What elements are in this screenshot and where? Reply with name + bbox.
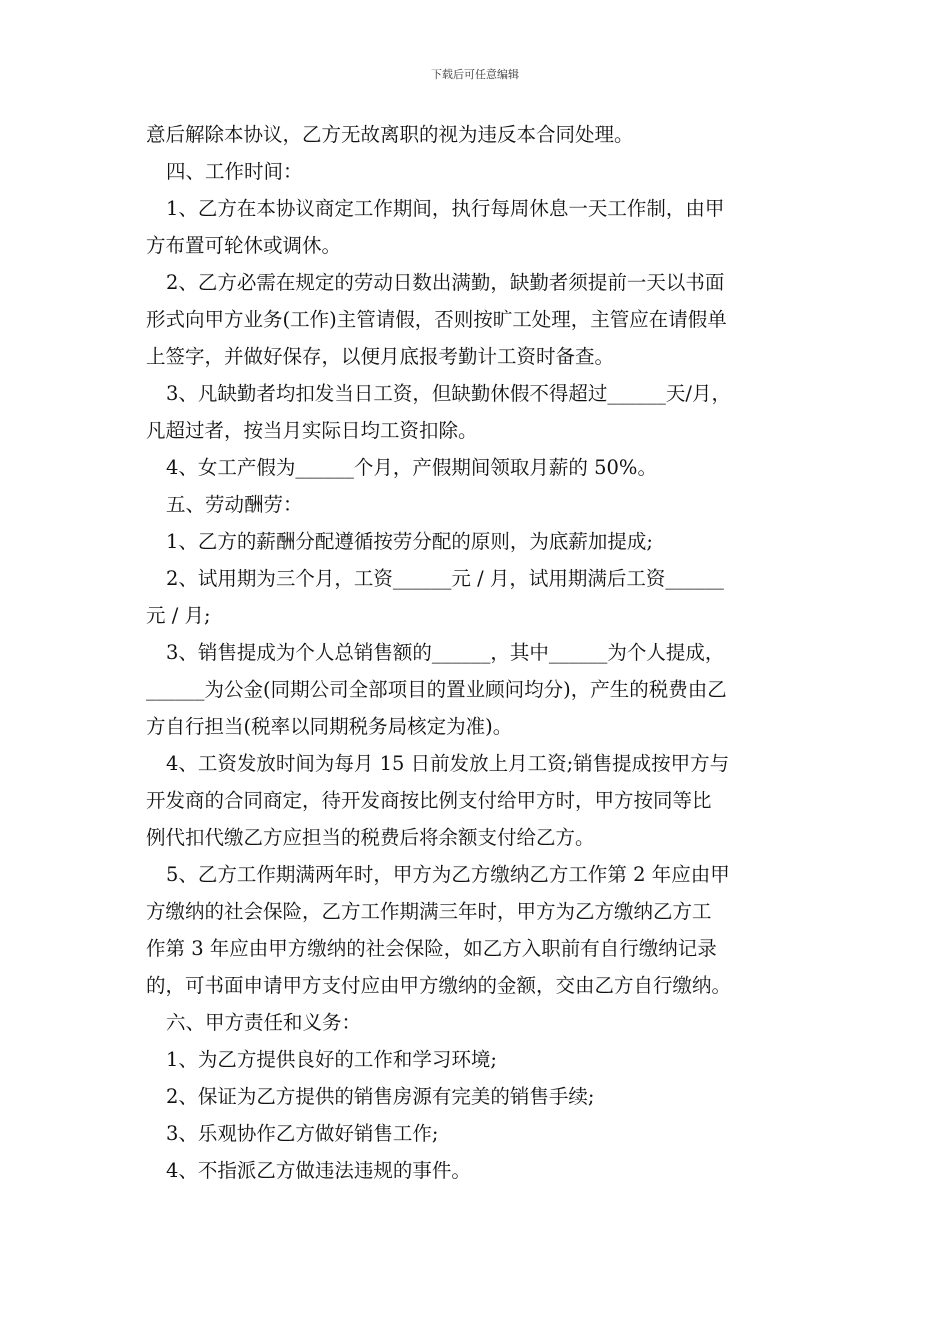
page-header-note: 下载后可任意编辑 (431, 68, 519, 81)
document-line: 4、不指派乙方做违法违规的事件。 (166, 1159, 471, 1182)
document-line: 意后解除本协议，乙方无故离职的视为违反本合同处理。 (146, 123, 634, 146)
document-line: 5、乙方工作期满两年时，甲方为乙方缴纳乙方工作第 2 年应由甲 (166, 863, 730, 886)
document-line: 3、乐观协作乙方做好销售工作; (166, 1122, 439, 1145)
document-line: 的，可书面申请甲方支付应由甲方缴纳的金额，交由乙方自行缴纳。 (146, 974, 732, 997)
document-line: 3、销售提成为个人总销售额的______，其中______为个人提成， (166, 641, 725, 664)
document-line: 作第 3 年应由甲方缴纳的社会保险，如乙方入职前有自行缴纳记录 (146, 937, 717, 960)
document-line: 四、工作时间： (166, 160, 303, 183)
document-body (146, 116, 812, 1189)
document-line: ______为公金(同期公司全部项目的置业顾问均分)，产生的税费由乙 (146, 678, 727, 701)
document-line: 上签字，并做好保存，以便月底报考勤计工资时备查。 (146, 345, 615, 368)
document-line: 4、女工产假为______个月，产假期间领取月薪的 50%。 (166, 456, 657, 479)
document-line: 方缴纳的社会保险，乙方工作期满三年时，甲方为乙方缴纳乙方工 (146, 900, 712, 923)
document-line: 五、劳动酬劳： (166, 493, 303, 516)
document-line: 1、为乙方提供良好的工作和学习环境; (166, 1048, 497, 1071)
document-line: 形式向甲方业务(工作)主管请假，否则按旷工处理，主管应在请假单 (146, 308, 727, 331)
document-line: 2、试用期为三个月，工资______元 / 月，试用期满后工资______ (166, 567, 724, 590)
document-line: 凡超过者，按当月实际日均工资扣除。 (146, 419, 478, 442)
document-line: 1、乙方的薪酬分配遵循按劳分配的原则，为底薪加提成; (166, 530, 653, 553)
document-line: 开发商的合同商定，待开发商按比例支付给甲方时，甲方按同等比 (146, 789, 712, 812)
document-line: 3、凡缺勤者均扣发当日工资，但缺勤休假不得超过______天/月， (166, 382, 731, 405)
document-line: 方自行担当(税率以同期税务局核定为准)。 (146, 715, 513, 738)
document-line: 六、甲方责任和义务： (166, 1011, 362, 1034)
document-line: 1、乙方在本协议商定工作期间，执行每周休息一天工作制，由甲 (166, 197, 725, 220)
document-line: 4、工资发放时间为每月 15 日前发放上月工资;销售提成按甲方与 (166, 752, 730, 775)
document-line: 例代扣代缴乙方应担当的税费后将余额支付给乙方。 (146, 826, 595, 849)
document-line: 2、保证为乙方提供的销售房源有完美的销售手续; (166, 1085, 595, 1108)
document-line: 2、乙方必需在规定的劳动日数出满勤，缺勤者须提前一天以书面 (166, 271, 725, 294)
document-line: 方布置可轮休或调休。 (146, 234, 342, 257)
document-line: 元 / 月; (146, 604, 211, 627)
